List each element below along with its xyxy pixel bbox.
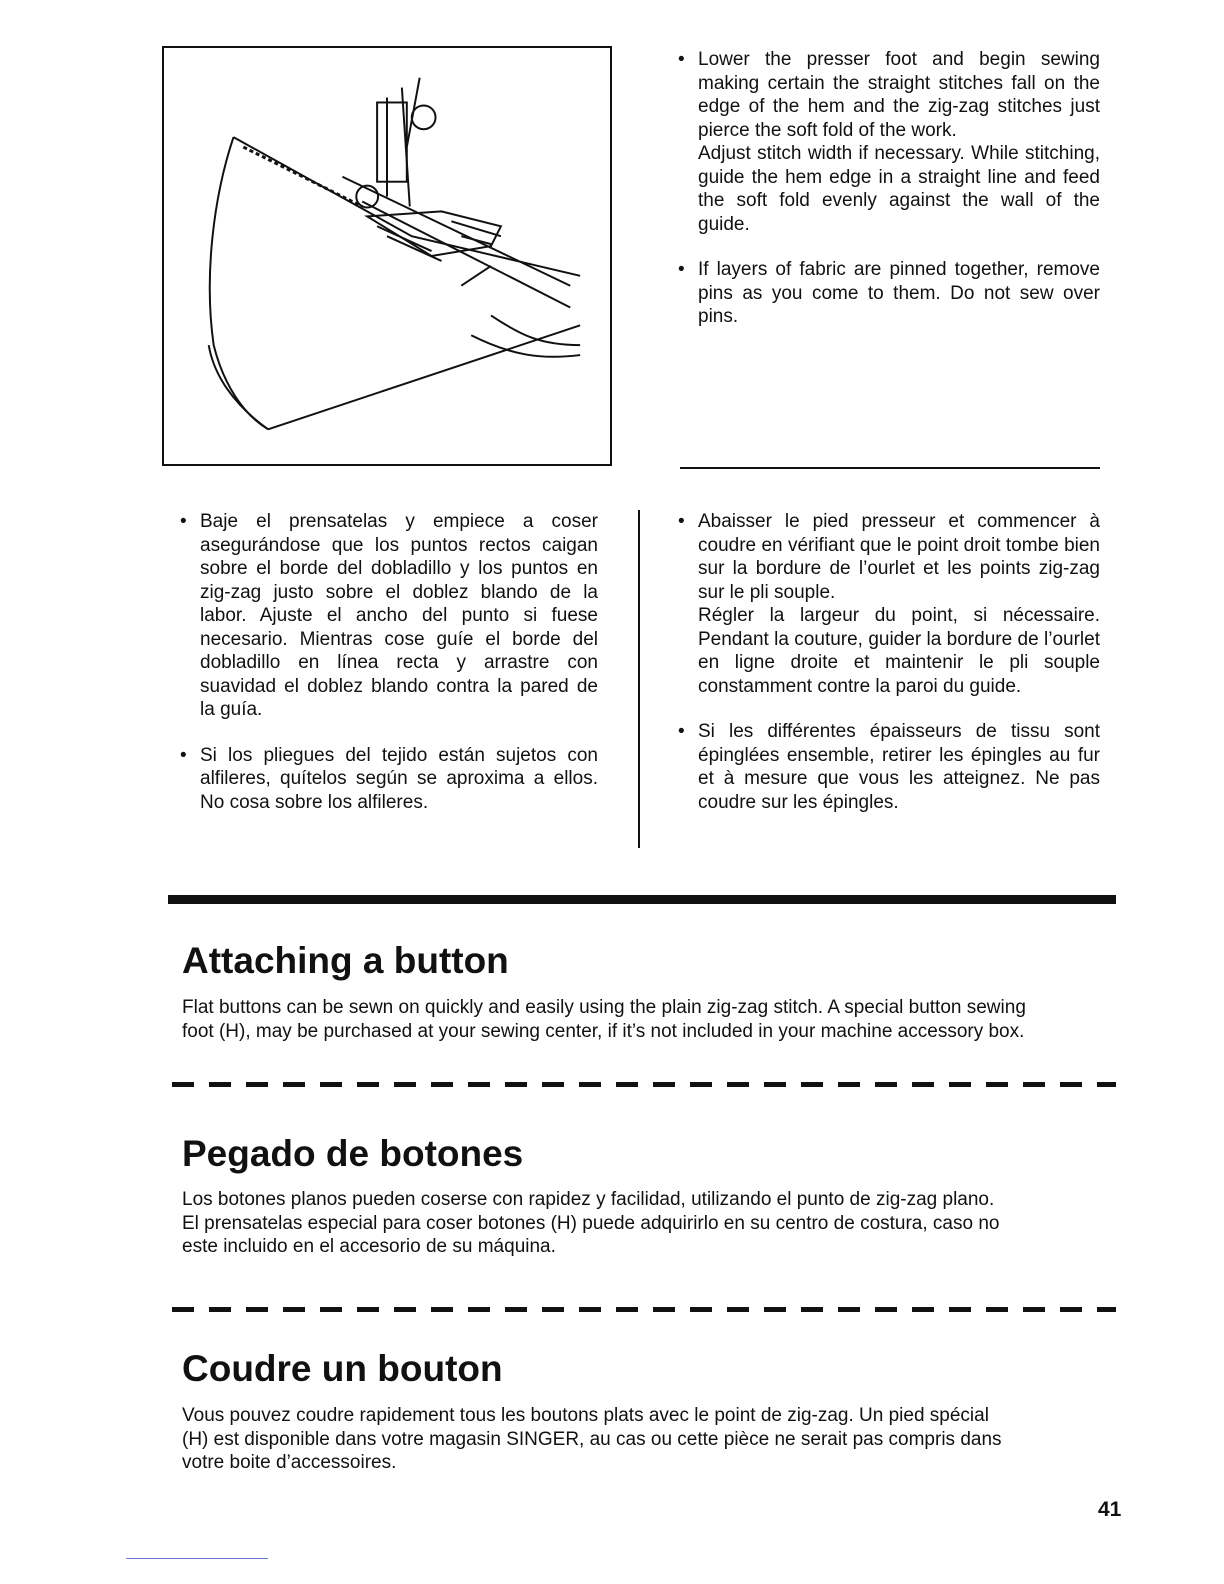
divider-dashed-1 (172, 1082, 1116, 1087)
divider-dashed-2 (172, 1307, 1116, 1312)
section-body-english: Flat buttons can be sewn on quickly and easily using the plain zig-zag stitch. A special button sewing foot (H), may be purchased at your sewing center, if it’s not included in your machine accessory box. (182, 997, 1026, 1042)
footer-line (126, 1558, 268, 1559)
section-body-french: Vous pouvez coudre rapidement tous les boutons plats avec le point de zig-zag. Un pied spécial (H) est disponible dans votre magasin SINGER, au cas ou cette pièce ne serait pas compris dans votre boite d’accessoires. (182, 1405, 1002, 1473)
figure-frame (162, 46, 612, 466)
english-bullet-pins: • If layers of fabric are pinned together, remove pins as you come to them. Do not sew over pins. (676, 258, 1100, 329)
french-instructions (676, 510, 1100, 814)
divider-thick (168, 895, 1116, 904)
section-body-spanish: Los botones planos pueden coserse con rapidez y facilidad, utilizando el punto de zig-zag plano. El prensatelas especial para coser botones (H) puede adquirirlo en su centro de costura, caso no este incluido en el accesorio de su máquina. (182, 1189, 1000, 1257)
spanish-bullet-pins: • Si los pliegues del tejido están sujetos con alfileres, quítelos según se aproxima a ellos. No cosa sobre los alfileres. (178, 744, 598, 815)
divider-short (680, 467, 1100, 469)
section-title-french: Coudre un bouton (182, 1348, 503, 1389)
spanish-instructions (178, 510, 598, 814)
french-bullet-pins: • Si les différentes épaisseurs de tissu sont épinglées ensemble, retirer les épingles au fur et à mesure que vous les atteignez. Ne pas coudre sur les épingles. (676, 720, 1100, 814)
spanish-bullet-sewing: • Baje el prensatelas y empiece a coser asegurándose que los puntos rectos caigan sobre el borde del dobladillo y los puntos en zig-zag justo sobre el doblez blando de la labor. Ajuste el ancho del punto si fuese necesario. Mientras cose guíe el borde del dobladillo en línea recta y arrastre con suavidad el doblez blando contra la pared de la guía. (178, 510, 598, 722)
english-bullet-sewing: • Lower the presser foot and begin sewing making certain the straight stitches fall on the edge of the hem and the zig-zag stitches just pierce the soft fold of the work. Adjust stitch width if necessary. While stitching, guide the hem edge in a straight line and feed the soft fold evenly against the wall of the guide. (676, 48, 1100, 236)
sewing-foot-illustration (164, 48, 610, 464)
divider-vertical (638, 510, 640, 848)
section-title-spanish: Pegado de botones (182, 1133, 524, 1174)
page-number: 41 (1098, 1498, 1122, 1521)
french-bullet-sewing: • Abaisser le pied presseur et commencer à coudre en vérifiant que le point droit tombe bien sur la bordure de l’ourlet et les points zig-zag sur le pli souple. Régler la largeur du point, si nécessaire. Pendant la couture, guider la bordure de l’ourlet en ligne droite et maintenir le pli souple constamment contre la paroi du guide. (676, 510, 1100, 698)
english-instructions (676, 48, 1100, 329)
section-title-english: Attaching a button (182, 940, 509, 981)
